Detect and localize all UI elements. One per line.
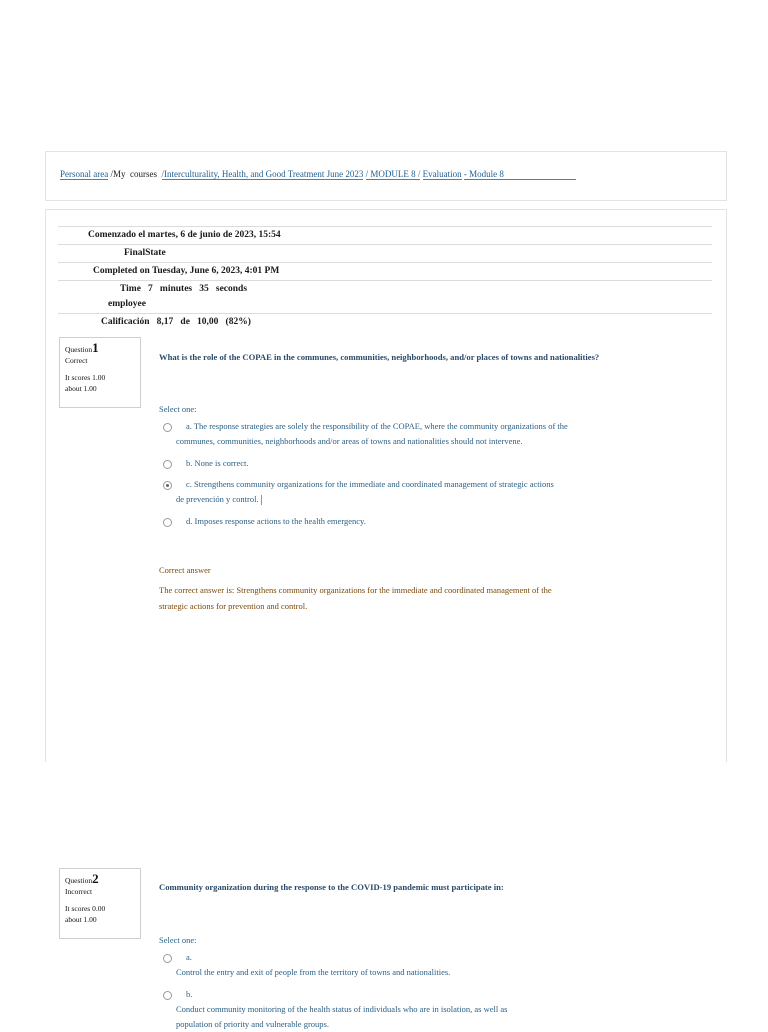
breadcrumb-evaluation-link[interactable]: Evaluation [422, 169, 462, 179]
question-2-option-b-letter[interactable]: b. [186, 989, 193, 999]
summary-completed: Completed on Tuesday, June 6, 2023, 4:01 PM [93, 266, 280, 276]
question-1-option-d[interactable]: d. Imposes response actions to the health emergency. [186, 516, 366, 526]
question-1-number: 1 [92, 340, 99, 355]
question-1-status: Correct [65, 356, 88, 365]
breadcrumb [60, 169, 576, 180]
question-2-option-b: Conduct community monitoring of the health status of individuals who are in isolation, as well as [176, 1004, 508, 1014]
question-1-text: What is the role of the COPAE in the communes, communities, neighborhoods, and/or places of towns and nationalities? [159, 352, 600, 362]
question-1-info [59, 337, 141, 408]
question-2-select-label: Select one: [159, 935, 197, 945]
question-1-feedback-line1: The correct answer is: Strengthens community organizations for the immediate and coordinated management of the [159, 585, 552, 595]
question-2-text: Community organization during the response to the COVID-19 pandemic must participate in: [159, 882, 504, 892]
summary-time-employee: employee [108, 299, 146, 309]
question-1-option-c[interactable]: c. Strengthens community organizations for the immediate and coordinated management of strategic actions [186, 479, 554, 489]
question-1-score-max: about 1.00 [65, 384, 97, 393]
question-1-option-c-radio[interactable] [163, 481, 172, 490]
breadcrumb-module-8-link[interactable]: - Module 8 [463, 169, 504, 179]
question-2-number: 2 [92, 871, 99, 886]
breadcrumb-courses: courses [130, 169, 157, 179]
summary-state-row [58, 244, 712, 262]
question-1-select-label: Select one: [159, 404, 197, 414]
question-2-option-a-letter[interactable]: a. [186, 952, 192, 962]
summary-grade-row [58, 313, 712, 331]
summary-completed-row [58, 262, 712, 280]
question-2-status: Incorrect [65, 887, 93, 896]
question-2-info [59, 868, 141, 939]
question-1-score: It scores 1.00 [65, 373, 106, 382]
question-1-option-c-cont [176, 492, 262, 507]
summary-grade: Calificación 8,17 de 10,00 (82%) [101, 317, 251, 327]
summary-started: Comenzado el martes, 6 de junio de 2023, 15:54 [88, 230, 281, 240]
breadcrumb-panel [45, 151, 727, 201]
breadcrumb-underline [504, 178, 576, 180]
question-1-option-b[interactable]: b. None is correct. [186, 458, 249, 468]
summary-started-row [58, 226, 712, 244]
question-1-option-c-cont-text: de prevención y control. [176, 494, 259, 504]
summary-time: Time 7 minutes 35 seconds [120, 284, 248, 294]
question-1-option-d-radio[interactable] [163, 518, 172, 527]
summary-state: FinalState [124, 248, 166, 258]
question-2-option-b-cont: population of priority and vulnerable groups. [176, 1019, 329, 1029]
correct-marker-icon [261, 495, 262, 505]
question-2-option-b-radio[interactable] [163, 991, 172, 1000]
question-1-option-a-cont: communes, communities, neighborhoods and/or areas of towns and nationalities should not intervene. [176, 436, 523, 446]
question-1-feedback-title: Correct answer [159, 565, 211, 575]
question-1-feedback-line2: strategic actions for prevention and control. [159, 601, 308, 611]
question-1-label: Question [65, 345, 93, 354]
question-1-option-a-radio[interactable] [163, 423, 172, 432]
summary-time-row [58, 280, 712, 313]
question-1-option-a[interactable]: a. The response strategies are solely the responsibility of the COPAE, where the community organizations of the [186, 421, 568, 431]
question-2-score-max: about 1.00 [65, 915, 97, 924]
question-2-option-a: Control the entry and exit of people from the territory of towns and nationalities. [176, 967, 451, 977]
breadcrumb-personal-area-link[interactable]: Personal area [60, 169, 109, 179]
question-1-option-b-radio[interactable] [163, 460, 172, 469]
breadcrumb-module-link[interactable]: / MODULE 8 / [365, 169, 421, 179]
question-2-score: It scores 0.00 [65, 904, 106, 913]
breadcrumb-course-link[interactable]: /Interculturality, Health, and Good Treatment June 2023 [161, 169, 364, 179]
question-2-option-a-radio[interactable] [163, 954, 172, 963]
question-2-label: Question [65, 876, 93, 885]
attempt-summary [58, 226, 712, 331]
breadcrumb-my: /My [110, 169, 126, 179]
